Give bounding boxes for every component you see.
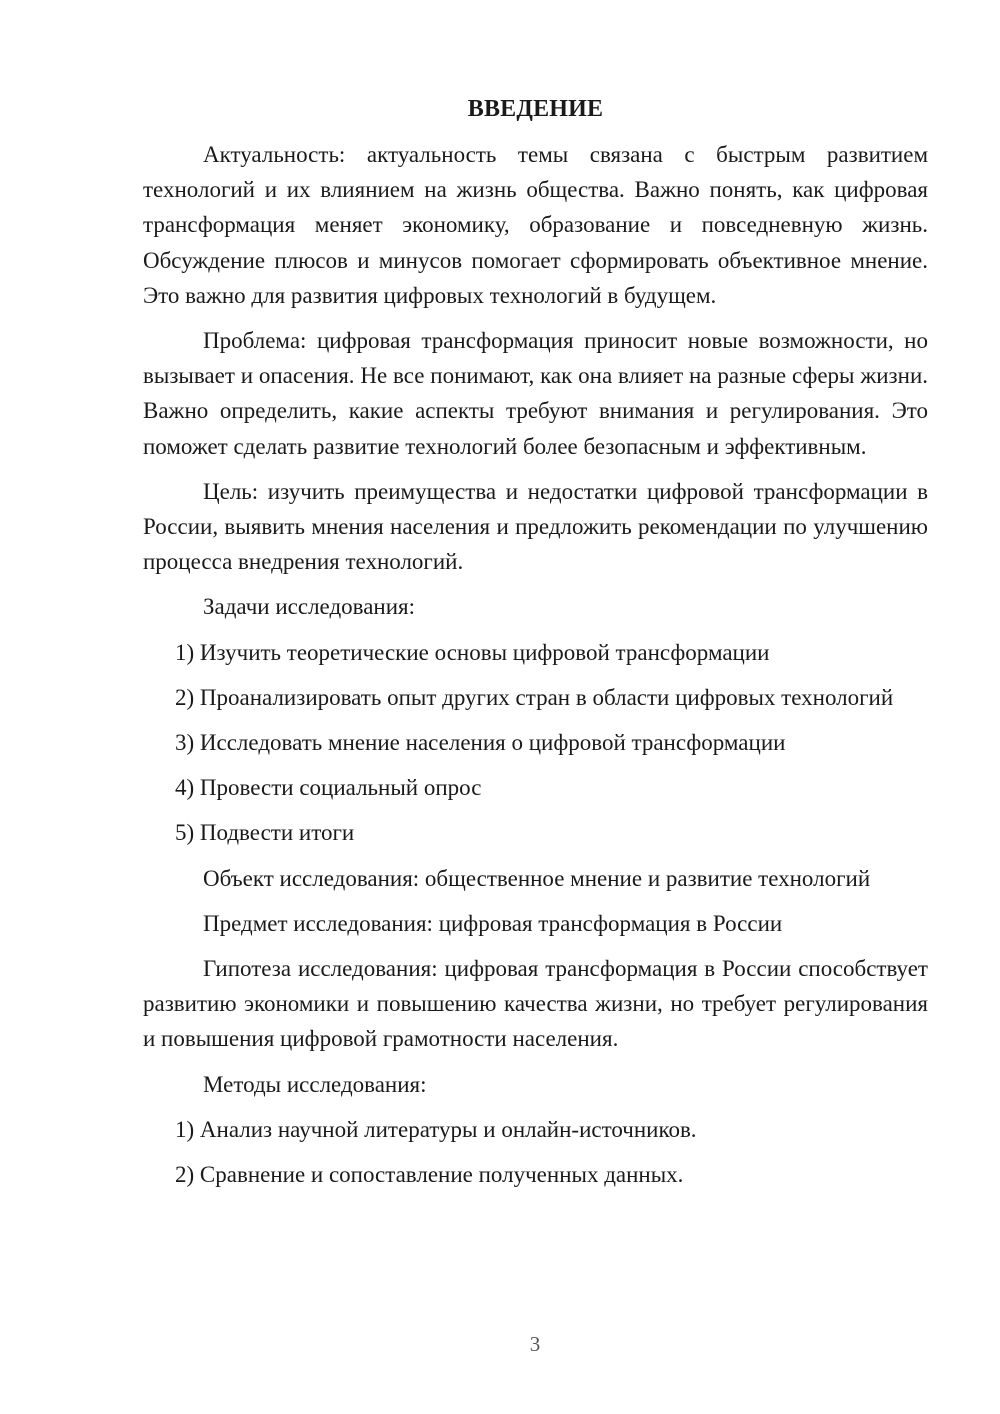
task-item: 3) Исследовать мнение населения о цифровой трансформации: [175, 730, 786, 756]
task-item: 2) Проанализировать опыт других стран в области цифровых технологий: [175, 684, 894, 710]
document-page: [143, 92, 928, 1192]
task-item: 4) Провести социальный опрос: [175, 775, 482, 801]
research-subject: Предмет исследования: цифровая трансформация в России: [203, 910, 783, 936]
page-number: 3: [529, 1332, 541, 1356]
methods-heading: Методы исследования:: [203, 1071, 427, 1097]
tasks-heading: Задачи исследования:: [203, 594, 416, 620]
research-object: Объект исследования: общественное мнение и развитие технологий: [203, 865, 871, 891]
goal-paragraph: Цель: изучить преимущества и недостатки цифровой трансформации в России, выявить мнения населения и предложить рекомендации по улучшению процесса внедрения технологий.: [143, 478, 928, 575]
hypothesis-paragraph: Гипотеза исследования: цифровая трансформация в России способствует развитию экономики и повышению качества жизни, но требует регулирования и повышения цифровой грамотности населения.: [143, 956, 928, 1052]
method-item: 1) Анализ научной литературы и онлайн-источников.: [175, 1116, 697, 1142]
section-title: ВВЕДЕНИЕ: [467, 96, 604, 122]
task-item: 1) Изучить теоретические основы цифровой трансформации: [175, 639, 770, 665]
method-item: 2) Сравнение и сопоставление полученных данных.: [175, 1162, 684, 1188]
relevance-paragraph: Актуальность: актуальность темы связана с быстрым развитием технологий и их влиянием на жизнь общества. Важно понять, как цифровая трансформация меняет экономику, образование и повседневную жизнь. Обсуждение плюсов и минусов помогает сформировать объективное мнение. Это важно для развития цифровых технологий в будущем.: [143, 142, 928, 308]
problem-paragraph: Проблема: цифровая трансформация приносит новые возможности, но вызывает и опасения. Не все понимают, как она влияет на разные сферы жизни. Важно определить, какие аспекты требуют внимания и регулирования. Это поможет сделать развитие технологий более безопасным и эффективным.: [143, 328, 928, 459]
task-item: 5) Подвести итоги: [175, 820, 355, 846]
